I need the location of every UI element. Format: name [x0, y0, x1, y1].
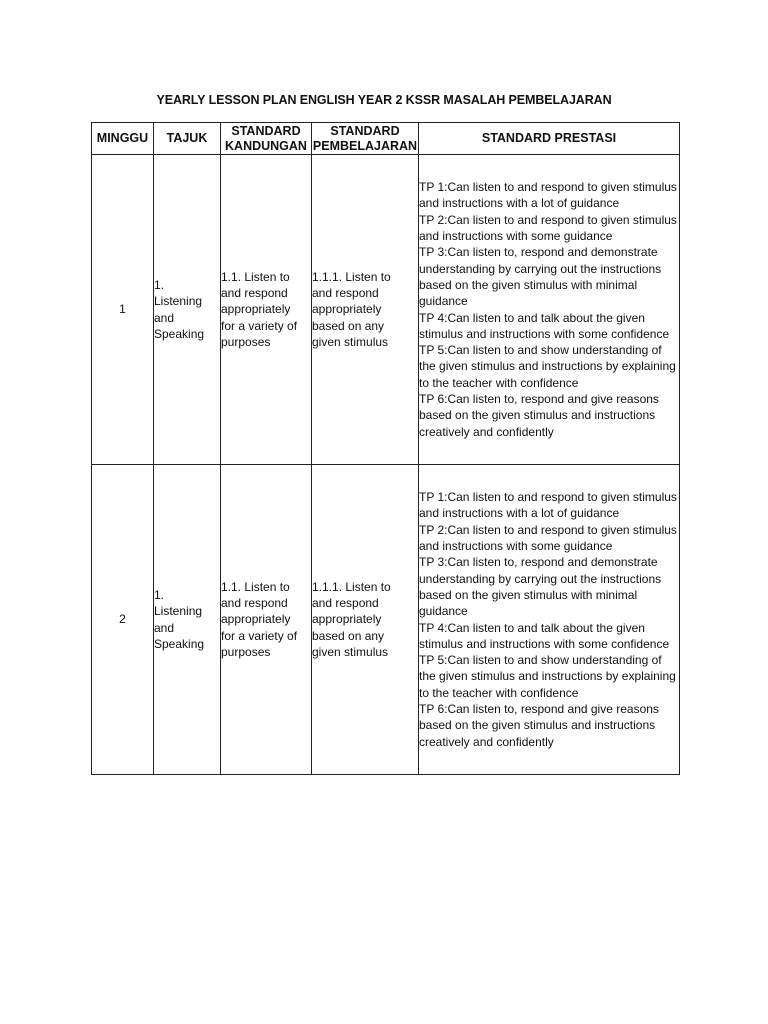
pembelajaran-line: based on any — [312, 318, 385, 333]
tajuk-line: Listening — [154, 604, 203, 619]
cell-standard-prestasi — [419, 465, 680, 775]
pembelajaran-line: based on any — [312, 628, 385, 643]
prestasi-item: TP 5:Can listen to and show understanding of the given stimulus and instructions by explaining to the teacher with confidence — [419, 343, 676, 390]
pembelajaran-line: and respond — [312, 286, 379, 301]
cell-standard-prestasi — [419, 155, 680, 465]
prestasi-item: TP 1:Can listen to and respond to given stimulus and instructions with a lot of guidance — [419, 490, 677, 521]
cell-minggu: 1 — [92, 155, 154, 465]
prestasi-item: TP 5:Can listen to and show understanding of the given stimulus and instructions by explaining to the teacher with confidence — [419, 653, 676, 700]
cell-standard-kandungan — [221, 465, 312, 775]
header-minggu: MINGGU — [92, 123, 154, 155]
kandungan-line: for a variety of — [221, 628, 298, 643]
prestasi-item: TP 3:Can listen to, respond and demonstrate understanding by carrying out the instructions based on the given stimulus with minimal guidance — [419, 245, 662, 309]
header-sk-line1: STANDARD — [231, 123, 301, 138]
header-standard-kandungan — [221, 123, 312, 155]
prestasi-item: TP 2:Can listen to and respond to given stimulus and instructions with some guidance — [419, 212, 677, 244]
pembelajaran-line: given stimulus — [312, 334, 389, 349]
pembelajaran-line: and respond — [312, 596, 379, 611]
prestasi-item: TP 4:Can listen to and talk about the given stimulus and instructions with some confidence — [419, 620, 670, 651]
pembelajaran-line: 1.1.1. Listen to — [312, 579, 391, 594]
cell-standard-pembelajaran — [312, 465, 419, 775]
lesson-plan-table — [91, 122, 680, 775]
header-sp-line1: STANDARD — [330, 123, 400, 138]
tajuk-line: Speaking — [154, 636, 205, 651]
kandungan-line: and respond — [221, 286, 288, 301]
header-tajuk: TAJUK — [154, 123, 221, 155]
kandungan-line: purposes — [221, 644, 271, 659]
tajuk-line: 1. — [154, 587, 165, 602]
prestasi-item: TP 2:Can listen to and respond to given stimulus and instructions with some guidance — [419, 522, 677, 554]
kandungan-line: appropriately — [221, 302, 291, 317]
tajuk-line: 1. — [154, 277, 165, 292]
prestasi-item: TP 1:Can listen to and respond to given stimulus and instructions with a lot of guidance — [419, 180, 677, 211]
pembelajaran-line: 1.1.1. Listen to — [312, 269, 391, 284]
header-sk-line2: KANDUNGAN — [225, 138, 307, 153]
table-body — [92, 155, 680, 775]
prestasi-item: TP 6:Can listen to, respond and give reasons based on the given stimulus and instructions creatively and confidently — [419, 391, 659, 439]
tajuk-line: Listening — [154, 294, 203, 309]
cell-standard-kandungan — [221, 155, 312, 465]
kandungan-line: 1.1. Listen to — [221, 579, 290, 594]
prestasi-item: TP 6:Can listen to, respond and give reasons based on the given stimulus and instructions creatively and confidently — [419, 701, 659, 749]
cell-tajuk — [154, 465, 221, 775]
header-standard-prestasi: STANDARD PRESTASI — [419, 123, 680, 155]
document-title: YEARLY LESSON PLAN ENGLISH YEAR 2 KSSR MASALAH PEMBELAJARAN — [156, 93, 612, 107]
header-sp-line2: PEMBELAJARAN — [312, 138, 418, 153]
pembelajaran-line: given stimulus — [312, 644, 389, 659]
prestasi-item: TP 3:Can listen to, respond and demonstrate understanding by carrying out the instructions based on the given stimulus with minimal guidance — [419, 555, 662, 619]
cell-standard-pembelajaran — [312, 155, 419, 465]
cell-tajuk — [154, 155, 221, 465]
header-row — [92, 123, 680, 155]
kandungan-line: 1.1. Listen to — [221, 269, 290, 284]
pembelajaran-line: appropriately — [312, 302, 382, 317]
table-row — [92, 465, 680, 775]
prestasi-item: TP 4:Can listen to and talk about the given stimulus and instructions with some confidence — [419, 310, 670, 341]
kandungan-line: and respond — [221, 596, 288, 611]
tajuk-line: and — [154, 620, 175, 635]
tajuk-line: and — [154, 310, 175, 325]
kandungan-line: purposes — [221, 334, 271, 349]
kandungan-line: for a variety of — [221, 318, 298, 333]
pembelajaran-line: appropriately — [312, 612, 382, 627]
tajuk-line: Speaking — [154, 326, 205, 341]
kandungan-line: appropriately — [221, 612, 291, 627]
table-row — [92, 155, 680, 465]
header-standard-pembelajaran — [312, 123, 419, 155]
cell-minggu: 2 — [92, 465, 154, 775]
